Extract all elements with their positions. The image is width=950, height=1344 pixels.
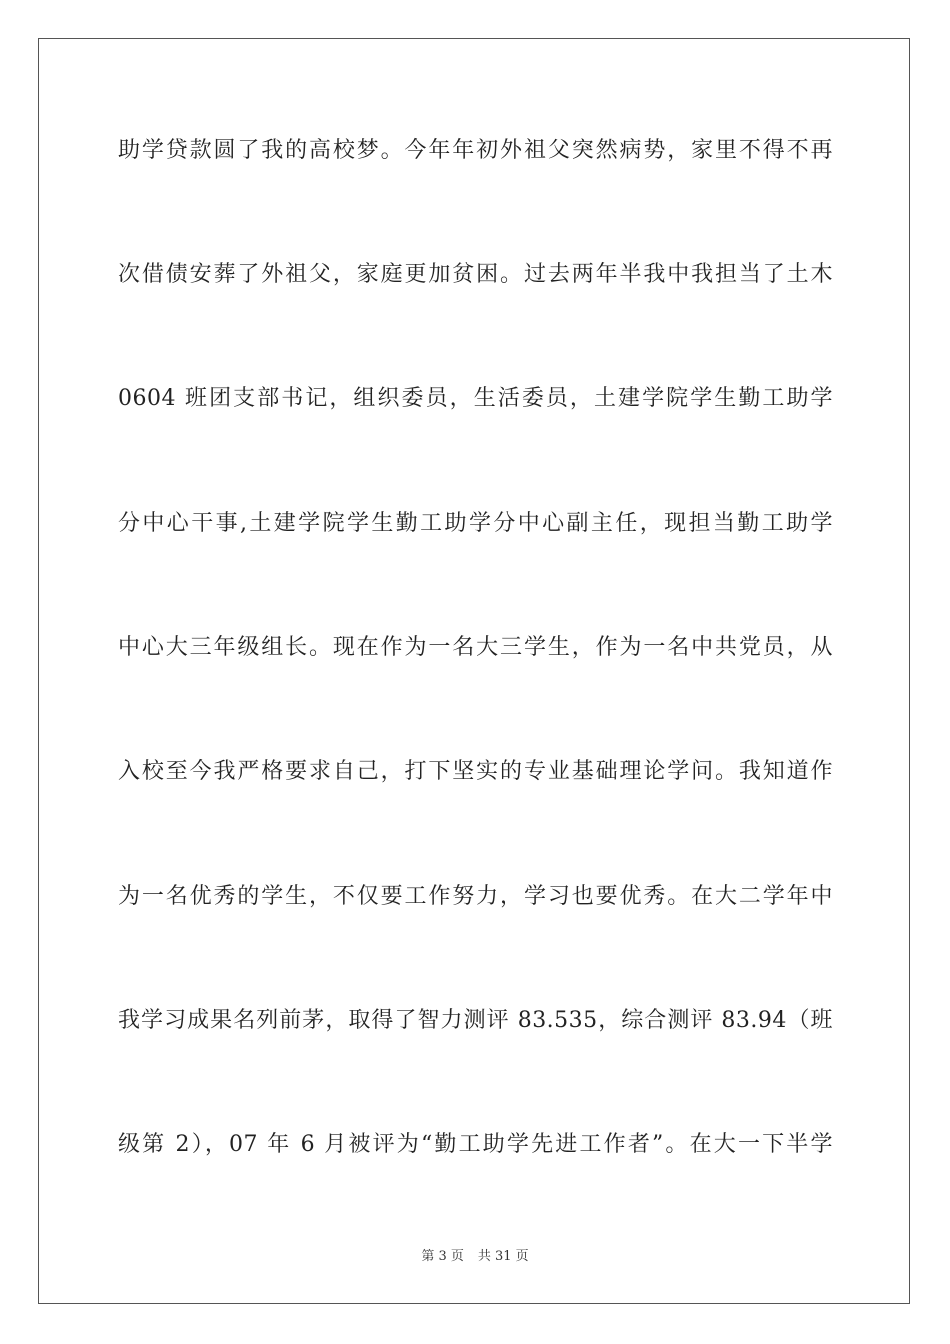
page-border [38, 38, 910, 1304]
paragraph-line: 助学贷款圆了我的高校梦。今年年初外祖父突然病势，家里不得不再 [118, 138, 833, 163]
paragraph-line: 次借债安葬了外祖父，家庭更加贫困。过去两年半我中我担当了土木 [118, 262, 833, 287]
paragraph-line: 我学习成果名列前茅，取得了智力测评 83.535，综合测评 83.94（班 [118, 1008, 833, 1033]
page-footer [0, 1248, 950, 1266]
paragraph-line: 分中心干事,土建学院学生勤工助学分中心副主任，现担当勤工助学 [118, 511, 833, 536]
paragraph-line: 为一名优秀的学生，不仅要工作努力，学习也要优秀。在大二学年中 [118, 884, 833, 909]
paragraph-line: 入校至今我严格要求自己，打下坚实的专业基础理论学问。我知道作 [118, 759, 833, 784]
paragraph-line: 0604 班团支部书记，组织委员，生活委员，土建学院学生勤工助学 [118, 386, 833, 411]
total-pages: 共 31 页 [477, 1249, 529, 1264]
paragraph-line: 中心大三年级组长。现在作为一名大三学生，作为一名中共党员，从 [118, 635, 833, 660]
page-number: 第 3 页 [421, 1249, 464, 1264]
paragraph-line: 级第 2），07 年 6 月被评为“勤工助学先进工作者”。在大一下半学 [118, 1132, 833, 1157]
